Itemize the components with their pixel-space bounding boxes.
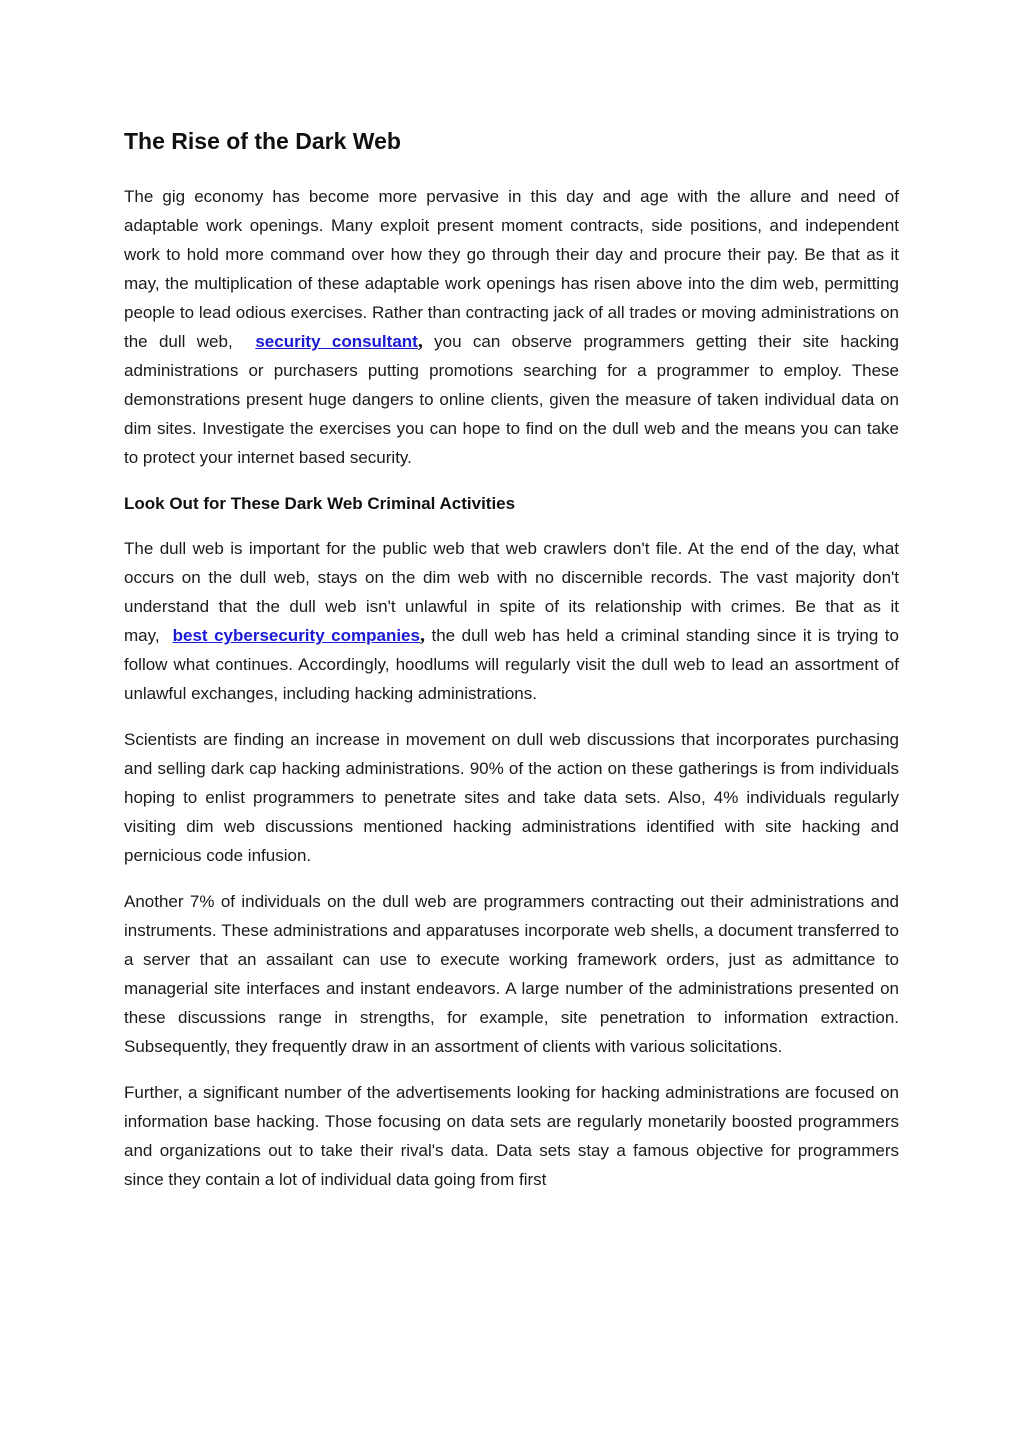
paragraph-intro-text-after: you can observe programmers getting their site hacking administrations or purchasers putting promotions searching for a programmer to employ. These demonstrations present huge dangers to online clients, given the measure of taken individual data on dim sites. Investigate the exercises you can hope to find on the dull web and the means you can take to protect your internet based security. (124, 332, 900, 467)
paragraph-dull-web-text-after: the dull web has held a criminal standing since it is trying to follow what continues. Accordingly, hoodlums will regularly visit the dull web to lead an assortment of unlawful exchanges, including hacking administrations. (124, 626, 899, 703)
paragraph-database-hacking: Further, a significant number of the advertisements looking for hacking administrations are focused on information base hacking. Those focusing on data sets are regularly monetarily boosted programmers and organizations out to take their rival's data. Data sets stay a famous objective for programmers since they contain a lot of individual data going from first (124, 1083, 899, 1189)
section-heading: Look Out for These Dark Web Criminal Activities (124, 494, 516, 513)
paragraph-dull-web (124, 534, 899, 708)
security-consultant-link[interactable]: security consultant (255, 332, 418, 351)
paragraph-scientists: Scientists are finding an increase in movement on dull web discussions that incorporates purchasing and selling dark cap hacking administrations. 90% of the action on these gatherings is from individuals hoping to enlist programmers to penetrate sites and take data sets. Also, 4% individuals regularly visiting dim web discussions mentioned hacking administrations identified with site hacking and pernicious code infusion. (124, 730, 899, 865)
paragraph-intro (124, 182, 899, 472)
link-comma: , (419, 624, 425, 646)
page-title: The Rise of the Dark Web (124, 128, 401, 154)
link-comma: , (417, 330, 423, 352)
document-body (124, 124, 899, 1211)
paragraph-dull-web-text-before: The dull web is important for the public web that web crawlers don't file. At the end of the day, what occurs on the dull web, stays on the dim web with no discernible records. The vast majority don't understand that the dull web isn't unlawful in spite of its relationship with crimes. Be that as it may, (124, 539, 899, 645)
paragraph-intro-text-before: The gig economy has become more pervasive in this day and age with the allure and need of adaptable work openings. Many exploit present moment contracts, side positions, and independent work to hold more command over how they go through their day and procure their pay. Be that as it may, the multiplication of these adaptable work openings has risen above into the dim web, permitting people to lead odious exercises. Rather than contracting jack of all trades or moving administrations on the dull web, (124, 187, 899, 351)
paragraph-programmers: Another 7% of individuals on the dull web are programmers contracting out their administrations and instruments. These administrations and apparatuses incorporate web shells, a document transferred to a server that an assailant can use to execute working framework orders, just as admittance to managerial site interfaces and instant endeavors. A large number of the administrations presented on these discussions range in strengths, for example, site penetration to information extraction. Subsequently, they frequently draw in an assortment of clients with various solicitations. (124, 892, 899, 1056)
best-cybersecurity-companies-link[interactable]: best cybersecurity companies (172, 626, 420, 645)
